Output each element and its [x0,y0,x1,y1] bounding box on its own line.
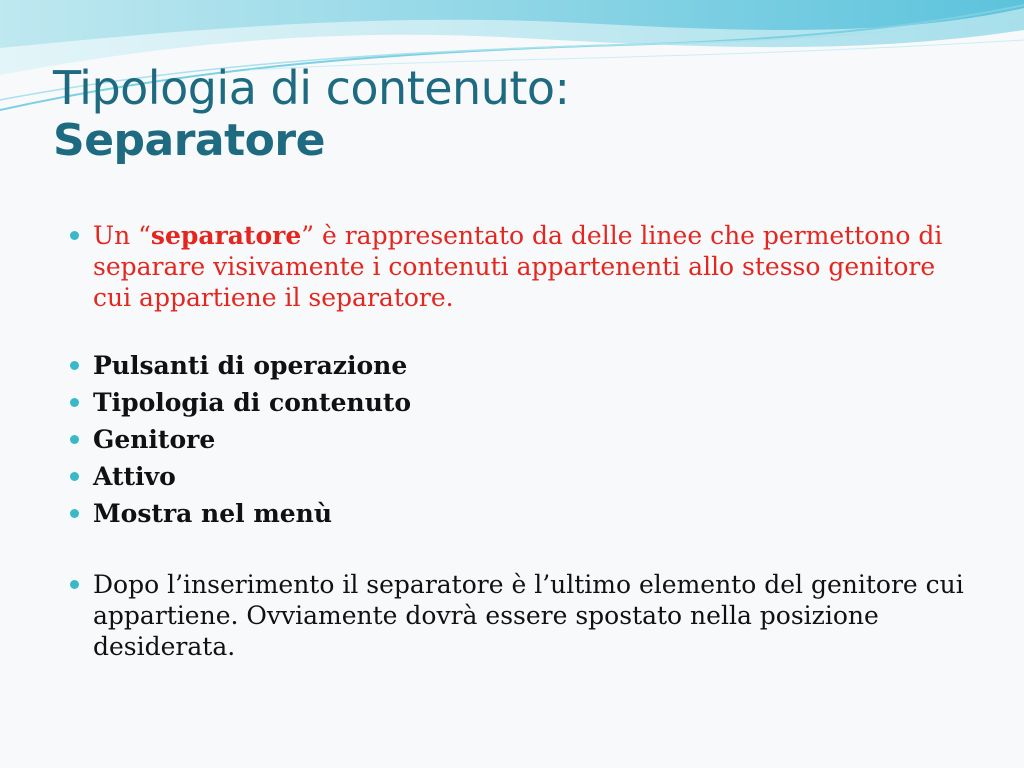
bullet-dot-icon [70,361,79,370]
slide-title [53,62,570,166]
slide-content [70,220,970,662]
intro-text-after: ” è rappresentato da delle linee che permettono di separare visivamente i contenuti appartenenti allo stesso genitore cui appartiene il separatore. [93,221,943,312]
intro-bullet [70,220,970,313]
bullet-dot-icon [70,435,79,444]
field-label: Mostra nel menù [93,499,333,528]
bullet-dot-icon [70,509,79,518]
field-bullet-genitore [70,424,970,455]
field-label: Attivo [93,462,176,491]
intro-keyword: separatore [150,221,302,250]
field-bullet-tipologia [70,387,970,418]
slide-title-line1: Tipologia di contenuto: [53,61,570,115]
field-bullet-pulsanti [70,350,970,381]
bullet-dot-icon [70,580,79,589]
field-bullet-attivo [70,461,970,492]
slide-title-line2: Separatore [53,115,325,167]
bullet-dot-icon [70,398,79,407]
intro-text-before: Un “ [93,221,151,250]
field-label: Genitore [93,425,216,454]
bullet-dot-icon [70,231,79,240]
note-text: Dopo l’inserimento il separatore è l’ultimo elemento del genitore cui appartiene. Ovviamente dovrà essere spostato nella posizione desiderata. [93,570,964,661]
field-bullet-mostra [70,498,970,529]
note-bullet [70,569,970,662]
field-label: Tipologia di contenuto [93,388,412,417]
bullet-dot-icon [70,472,79,481]
field-label: Pulsanti di operazione [93,351,408,380]
